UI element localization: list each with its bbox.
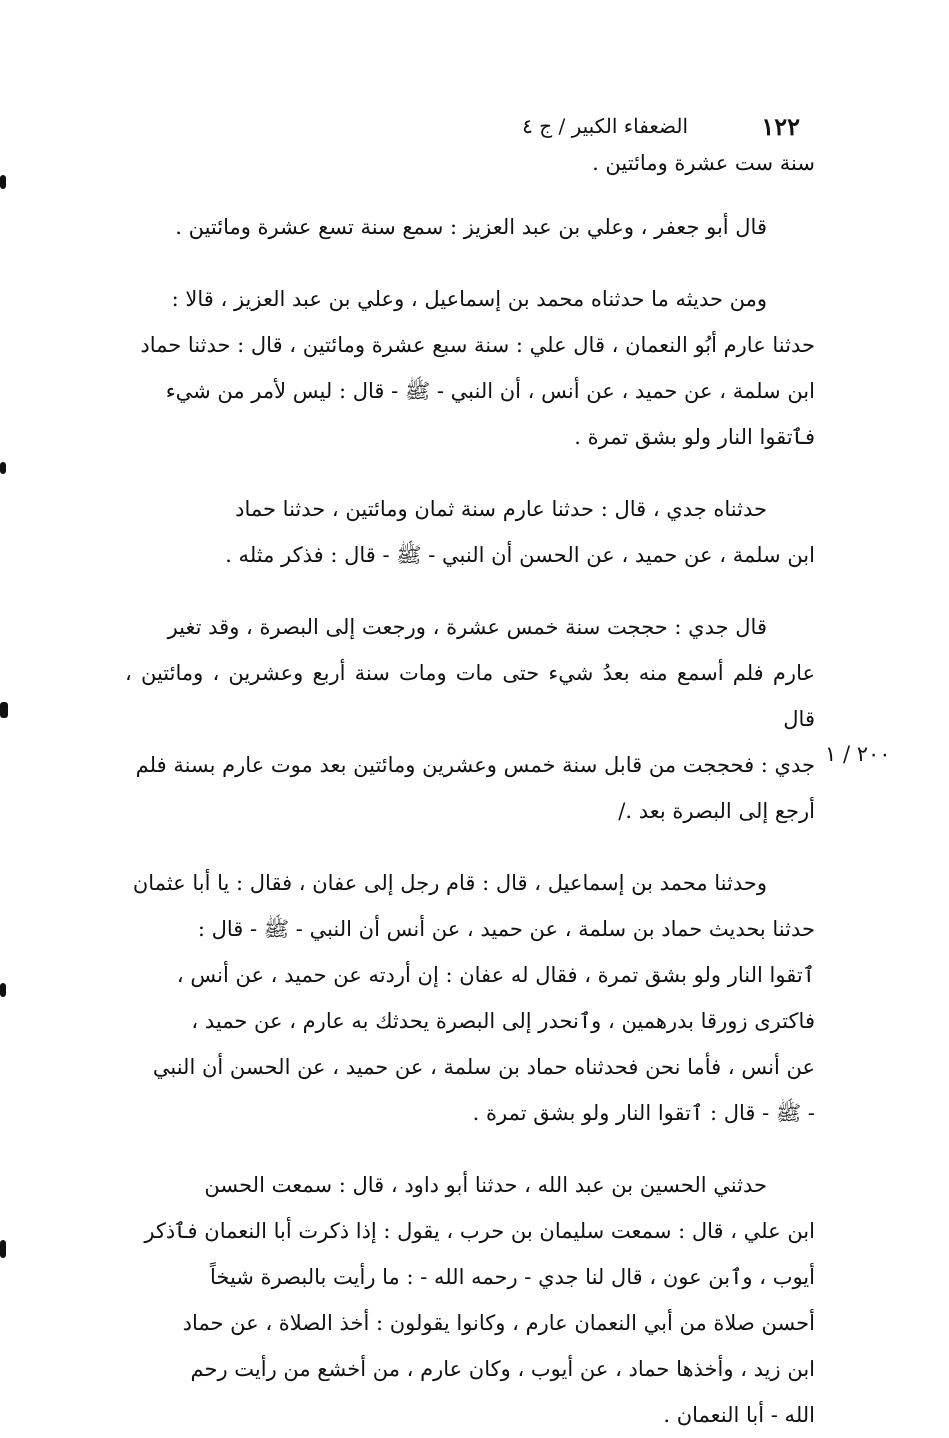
paragraph-continuation: سنة ست عشرة ومائتين . — [592, 151, 815, 175]
paragraph: وحدثنا محمد بن إسماعيل ، قال : قام رجل إلى عفان ، فقال : يا أبا عثمان حدثنا بحديث حماد بن سلمة ، عن حميد ، عن أنس أن النبي - ﷺ - قال : ٱتقوا النار ولو بشق تمرة ، فقال له عفان : إن أردته عن حميد ، عن أنس ، فاكترى زورقا بدرهمين ، وٱنحدر إلى البصرة يحدثك به عارم ، عن حميد ، عن أنس ، فأما نحن فحدثناه حماد بن سلمة ، عن حميد ، عن الحسن أن النبي - ﷺ - قال : ٱتقوا النار ولو بشق تمرة . — [132, 871, 815, 1125]
paragraph: حدثني الحسين بن عبد الله ، حدثنا أبو داود ، قال : سمعت الحسن ابن علي ، قال : سمعت سليمان بن حرب ، يقول : إذا ذكرت أبا النعمان فٱذكر أيوب ، وٱبن عون ، قال لنا جدي - رحمه الله - : ما رأيت بالبصرة شيخاً أحسن صلاة من أبي النعمان عارم ، وكانوا يقولون : أخذ الصلاة ، عن حماد ابن زيد ، وأخذها حماد ، عن أيوب ، وكان عارم ، من أخشع من رأيت رحم الله - أبا النعمان . — [144, 1173, 815, 1427]
paragraph: قال جدي : حججت سنة خمس عشرة ، ورجعت إلى البصرة ، وقد تغير عارم فلم أسمع منه بعدُ شيء حتى مات ومات سنة أربع وعشرين ، ومائتين ، قال جدي : فحججت من قابل سنة خمس وعشرين ومائتين بعد موت عارم بسنة فلم أرجع إلى البصرة بعد ./ — [125, 615, 815, 823]
paragraph: ومن حديثه ما حدثناه محمد بن إسماعيل ، وعلي بن عبد العزيز ، قالا : حدثنا عارم أبُو النعمان ، قال علي : سنة سبع عشرة ومائتين ، قال : حدثنا حماد ابن سلمة ، عن حميد ، عن أنس ، أن النبي - ﷺ - قال : ليس لأمر من شيء فٱتقوا النار ولو بشق تمرة . — [140, 287, 815, 449]
page-number: ١٢٢ — [761, 112, 800, 141]
scan-edge-mark — [0, 983, 6, 997]
paragraph: قال أبو جعفر ، وعلي بن عبد العزيز : سمع سنة تسع عشرة ومائتين . — [175, 215, 767, 239]
margin-folio-note: ٢٠٠ / ١ — [825, 742, 891, 766]
scan-edge-mark — [0, 702, 8, 718]
scan-edge-mark — [0, 1240, 6, 1258]
running-title: الضعفاء الكبير / ج ٤ — [522, 114, 688, 138]
page-body — [125, 140, 815, 1427]
paragraph: حدثناه جدي ، قال : حدثنا عارم سنة ثمان ومائتين ، حدثنا حماد ابن سلمة ، عن حميد ، عن الحسن أن النبي - ﷺ - قال : فذكر مثله . — [225, 497, 815, 567]
scan-edge-mark — [0, 175, 6, 189]
scan-edge-mark — [0, 462, 6, 474]
